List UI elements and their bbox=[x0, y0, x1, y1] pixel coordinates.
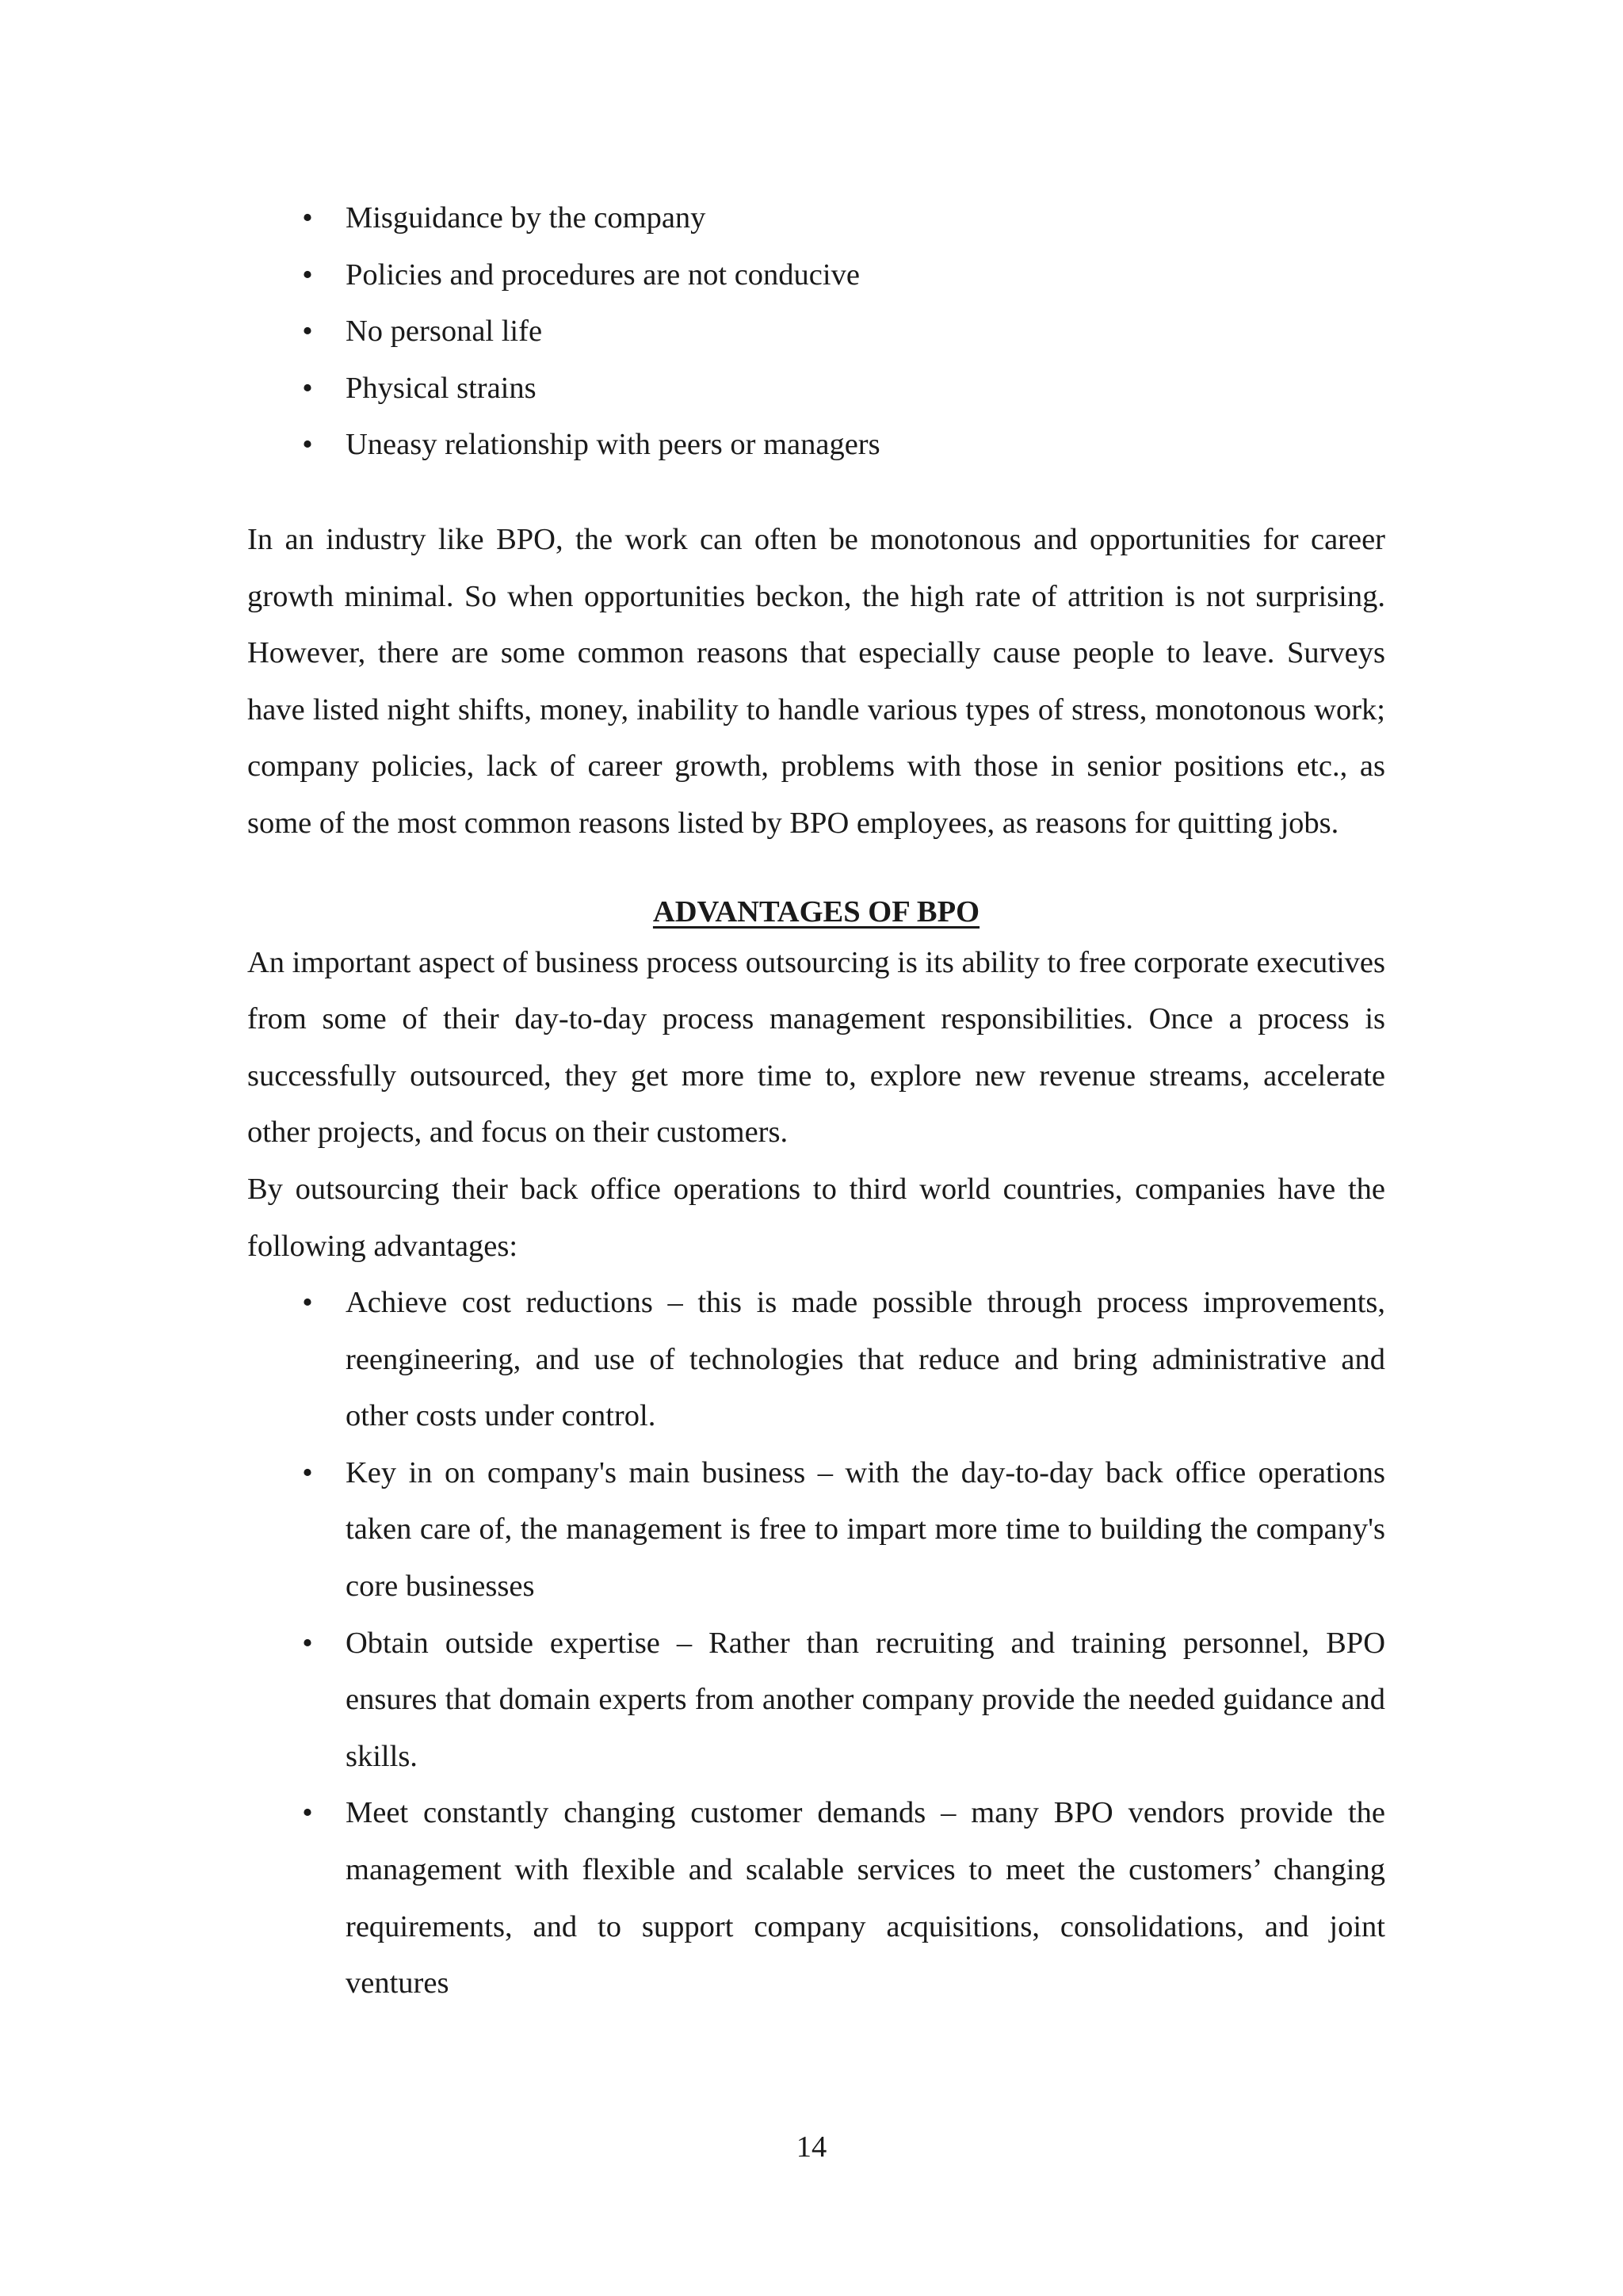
bullet-icon: • bbox=[302, 201, 313, 235]
list-item bbox=[247, 1445, 1385, 1615]
list-item bbox=[247, 303, 1385, 360]
bullet-icon: • bbox=[302, 371, 313, 405]
page-number: 14 bbox=[796, 2130, 827, 2164]
bullet-icon: • bbox=[302, 1626, 313, 1660]
bullet-icon: • bbox=[302, 428, 313, 462]
page-content bbox=[247, 190, 1385, 2012]
bullet-icon: • bbox=[302, 1796, 313, 1830]
attrition-paragraph: In an industry like BPO, the work can often be monotonous and opportunities for career growth minimal. So when opportunities beckon, the high rate of attrition is not surprising. However, there are some common reasons that especially cause people to leave. Surveys have listed night shifts, money, inability to handle various types of stress, monotonous work; company policies, lack of career growth, problems with those in senior positions etc., as some of the most common reasons listed by BPO employees, as reasons for quitting jobs. bbox=[247, 522, 1385, 840]
list-item-text: Meet constantly changing customer demands – many BPO vendors provide the management with flexible and scalable services to meet the customers’ changing requirements, and to support company acquisitions, consolidations, and joint ventures bbox=[346, 1796, 1385, 2000]
bullet-icon: • bbox=[302, 257, 313, 292]
advantages-list bbox=[247, 1275, 1385, 2012]
list-item-text: Obtain outside expertise – Rather than recruiting and training personnel, BPO ensures that domain experts from another company provide the needed guidance and skills. bbox=[346, 1626, 1385, 1773]
list-item-text: Achieve cost reductions – this is made possible through process improvements, reengineering, and use of technologies that reduce and bring administrative and other costs under control. bbox=[346, 1286, 1385, 1433]
list-item bbox=[247, 1275, 1385, 1445]
attrition-reasons-list bbox=[247, 190, 1385, 474]
bullet-icon: • bbox=[302, 315, 313, 349]
list-item bbox=[247, 1615, 1385, 1786]
list-item bbox=[247, 1785, 1385, 2012]
list-item-text: Uneasy relationship with peers or managers bbox=[346, 428, 880, 462]
spacer bbox=[247, 474, 1385, 512]
list-item-text: No personal life bbox=[346, 315, 543, 349]
list-item bbox=[247, 247, 1385, 304]
list-item bbox=[247, 190, 1385, 247]
list-item bbox=[247, 360, 1385, 418]
list-item-text: Misguidance by the company bbox=[346, 201, 706, 235]
list-item-text: Key in on company's main business – with the day-to-day back office operations taken care of, the management is free to impart more time to building the company's core businesses bbox=[346, 1455, 1385, 1604]
bullet-icon: • bbox=[302, 1455, 313, 1489]
list-item-text: Physical strains bbox=[346, 371, 537, 405]
list-item bbox=[247, 417, 1385, 474]
spacer bbox=[247, 852, 1385, 889]
section-heading: ADVANTAGES OF BPO bbox=[652, 894, 980, 929]
list-item-text: Policies and procedures are not conducive bbox=[346, 257, 860, 292]
advantages-intro-paragraph: An important aspect of business process outsourcing is its ability to free corporate executives from some of their day-to-day process management responsibilities. Once a process is successfully outsourced, they get more time to, explore new revenue streams, accelerate other projects, and focus on their customers. bbox=[247, 945, 1385, 1150]
advantages-lead-paragraph: By outsourcing their back office operations to third world countries, companies have the following advantages: bbox=[247, 1172, 1385, 1263]
bullet-icon: • bbox=[302, 1286, 313, 1320]
